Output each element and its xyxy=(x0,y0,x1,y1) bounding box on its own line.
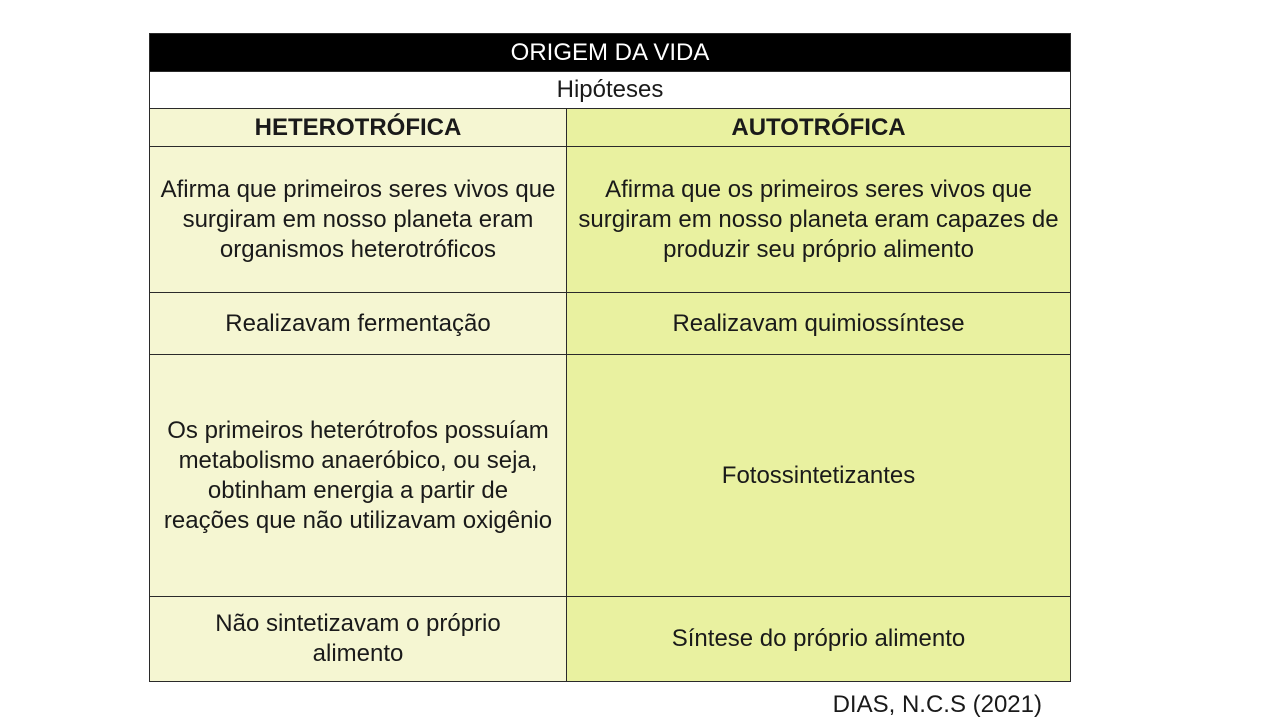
cell-text: Realizavam fermentação xyxy=(225,309,491,337)
cell-heterotrofica-metabolismo xyxy=(150,355,567,597)
title-row xyxy=(150,34,1071,72)
cell-text: Síntese do próprio alimento xyxy=(671,625,966,652)
cell-text: Não sintetizavam o próprio alimento xyxy=(215,610,501,667)
cell-heterotrofica-alimento xyxy=(150,597,567,682)
cell-heterotrofica-definicao xyxy=(150,147,567,293)
table-row xyxy=(150,293,1071,355)
cell-text: Fotossintetizantes xyxy=(721,461,916,489)
header-heterotrofica: HETEROTRÓFICA xyxy=(150,109,567,147)
header-row xyxy=(150,109,1071,147)
cell-autotrofica-metabolismo xyxy=(567,355,1071,597)
cell-heterotrofica-processo xyxy=(150,293,567,355)
table-subtitle: Hipóteses xyxy=(150,72,1071,109)
cell-autotrofica-definicao xyxy=(567,147,1071,293)
header-autotrofica: AUTOTRÓFICA xyxy=(567,109,1071,147)
table-row xyxy=(150,355,1071,597)
table-row xyxy=(150,147,1071,293)
source-credit: DIAS, N.C.S (2021) xyxy=(832,691,1042,718)
cell-text: Afirma que os primeiros seres vivos que surgiram em nosso planeta eram capazes de produzir seu próprio alimento xyxy=(578,175,1059,263)
cell-text: Realizavam quimiossíntese xyxy=(672,309,965,337)
table-row xyxy=(150,597,1071,682)
table-title: ORIGEM DA VIDA xyxy=(150,34,1071,72)
cell-text: Afirma que primeiros seres vivos que surgiram em nosso planeta eram organismos heterotróficos xyxy=(160,175,556,263)
cell-autotrofica-processo xyxy=(567,293,1071,355)
cell-autotrofica-alimento xyxy=(567,597,1071,682)
subtitle-row xyxy=(150,72,1071,109)
origem-da-vida-table xyxy=(149,33,1071,682)
cell-text: Os primeiros heterótrofos possuíam metabolismo anaeróbico, ou seja, obtinham energia a partir de reações que não utilizavam oxigênio xyxy=(163,416,553,534)
